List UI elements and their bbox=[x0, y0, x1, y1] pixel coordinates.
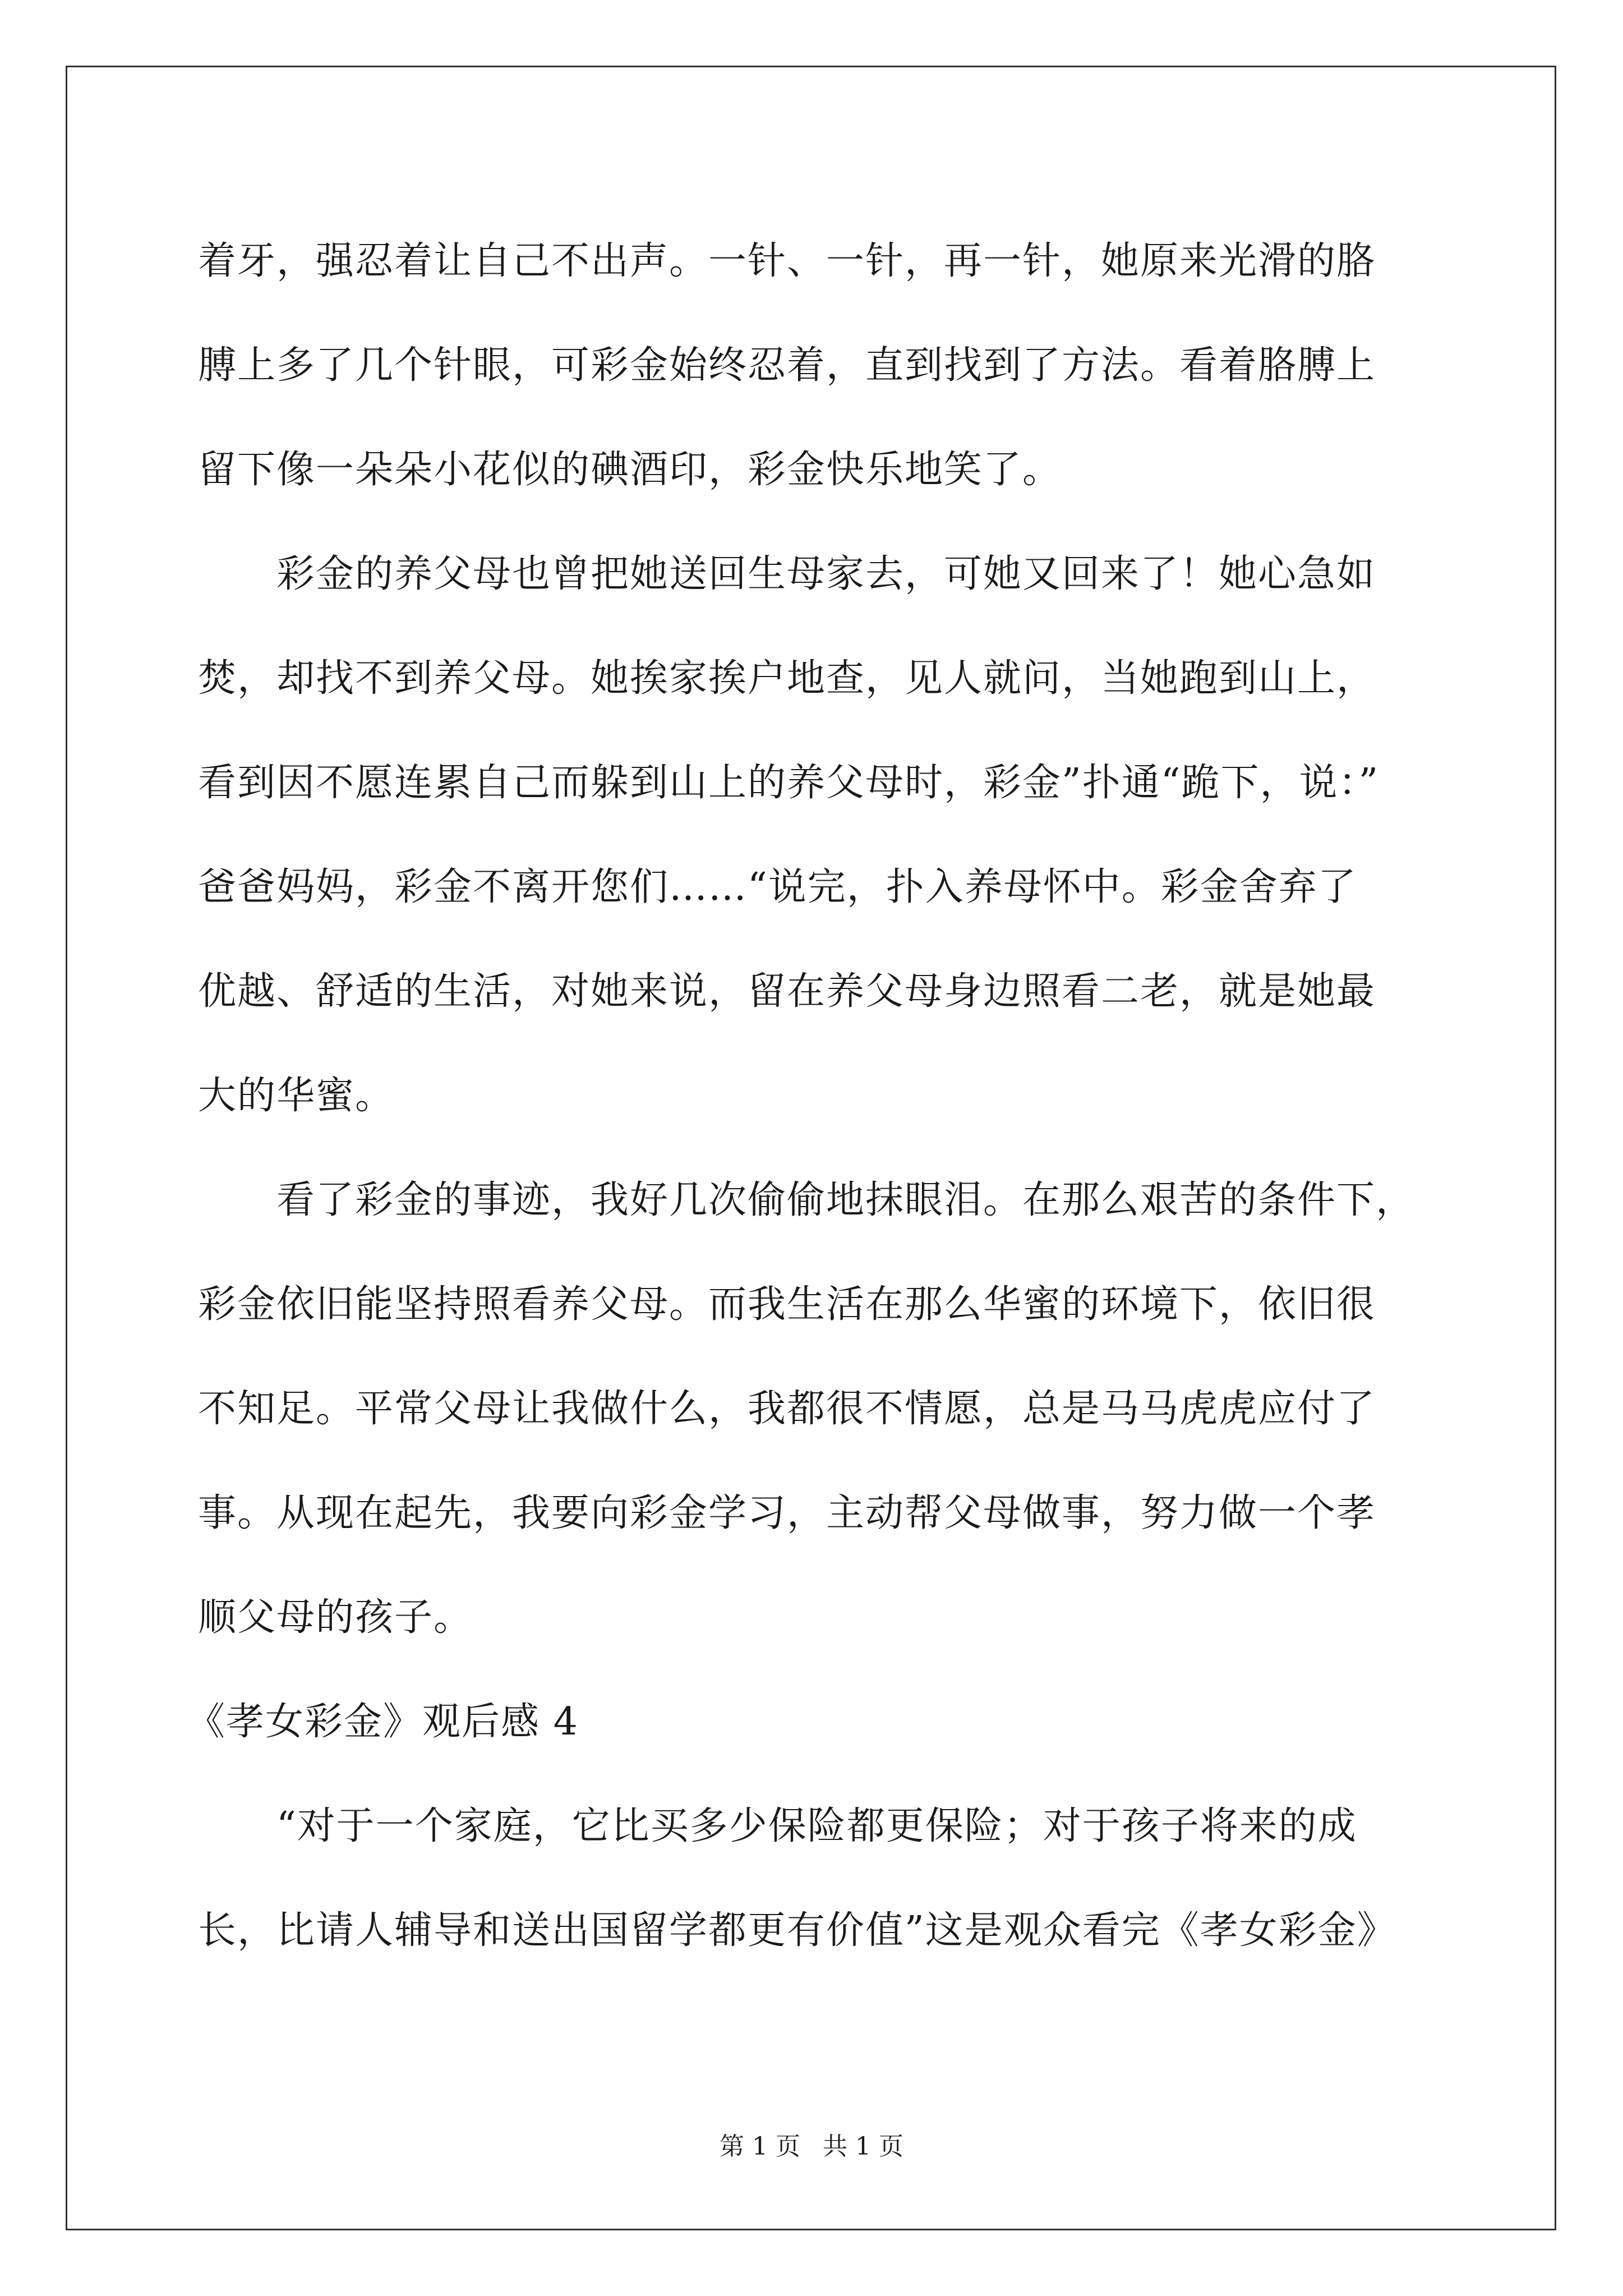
text-line: 事。从现在起先，我要向彩金学习，主动帮父母做事，努力做一个孝 bbox=[198, 1491, 1376, 1535]
text-line: 大的华蜜。 bbox=[198, 1074, 395, 1118]
text-line: 着牙，强忍着让自己不出声。一针、一针，再一针，她原来光滑的胳 bbox=[198, 239, 1376, 283]
text-line: 优越、舒适的生活，对她来说，留在养父母身边照看二老，就是她最 bbox=[198, 969, 1376, 1014]
text-line: 留下像一朵朵小花似的碘酒印，彩金快乐地笑了。 bbox=[198, 448, 1062, 492]
text-line: 爸爸妈妈，彩金不离开您们……“说完，扑入养母怀中。彩金舍弃了 bbox=[198, 865, 1357, 909]
text-line: 膊上多了几个针眼，可彩金始终忍着，直到找到了方法。看着胳膊上 bbox=[198, 343, 1376, 388]
section-title: 《孝女彩金》观后感 4 bbox=[187, 1700, 579, 1744]
page-total: 共 1 页 bbox=[823, 2132, 903, 2161]
text-line: 顺父母的孩子。 bbox=[198, 1595, 473, 1640]
text-line: 长，比请人辅导和送出国留学都更有价值”这是观众看完《孝女彩金》 bbox=[198, 1908, 1396, 1953]
text-line: 看到因不愿连累自己而躲到山上的养父母时，彩金”扑通“跪下，说：” bbox=[198, 761, 1380, 805]
text-line: 彩金依旧能坚持照看养父母。而我生活在那么华蜜的环境下，依旧很 bbox=[198, 1282, 1376, 1327]
text-line: “对于一个家庭，它比买多少保险都更保险；对于孩子将来的成 bbox=[198, 1804, 1357, 1848]
page-number: 第 1 页 bbox=[720, 2132, 800, 2161]
page-footer bbox=[0, 2130, 1623, 2164]
document-body bbox=[187, 209, 1488, 1983]
text-line: 不知足。平常父母让我做什么，我都很不情愿，总是马马虎虎应付了 bbox=[198, 1387, 1376, 1431]
text-line: 彩金的养父母也曾把她送回生母家去，可她又回来了！她心急如 bbox=[198, 552, 1376, 596]
text-line: 焚，却找不到养父母。她挨家挨户地查，见人就问，当她跑到山上， bbox=[198, 656, 1376, 701]
text-line: 看了彩金的事迹，我好几次偷偷地抹眼泪。在那么艰苦的条件下， bbox=[198, 1178, 1415, 1222]
